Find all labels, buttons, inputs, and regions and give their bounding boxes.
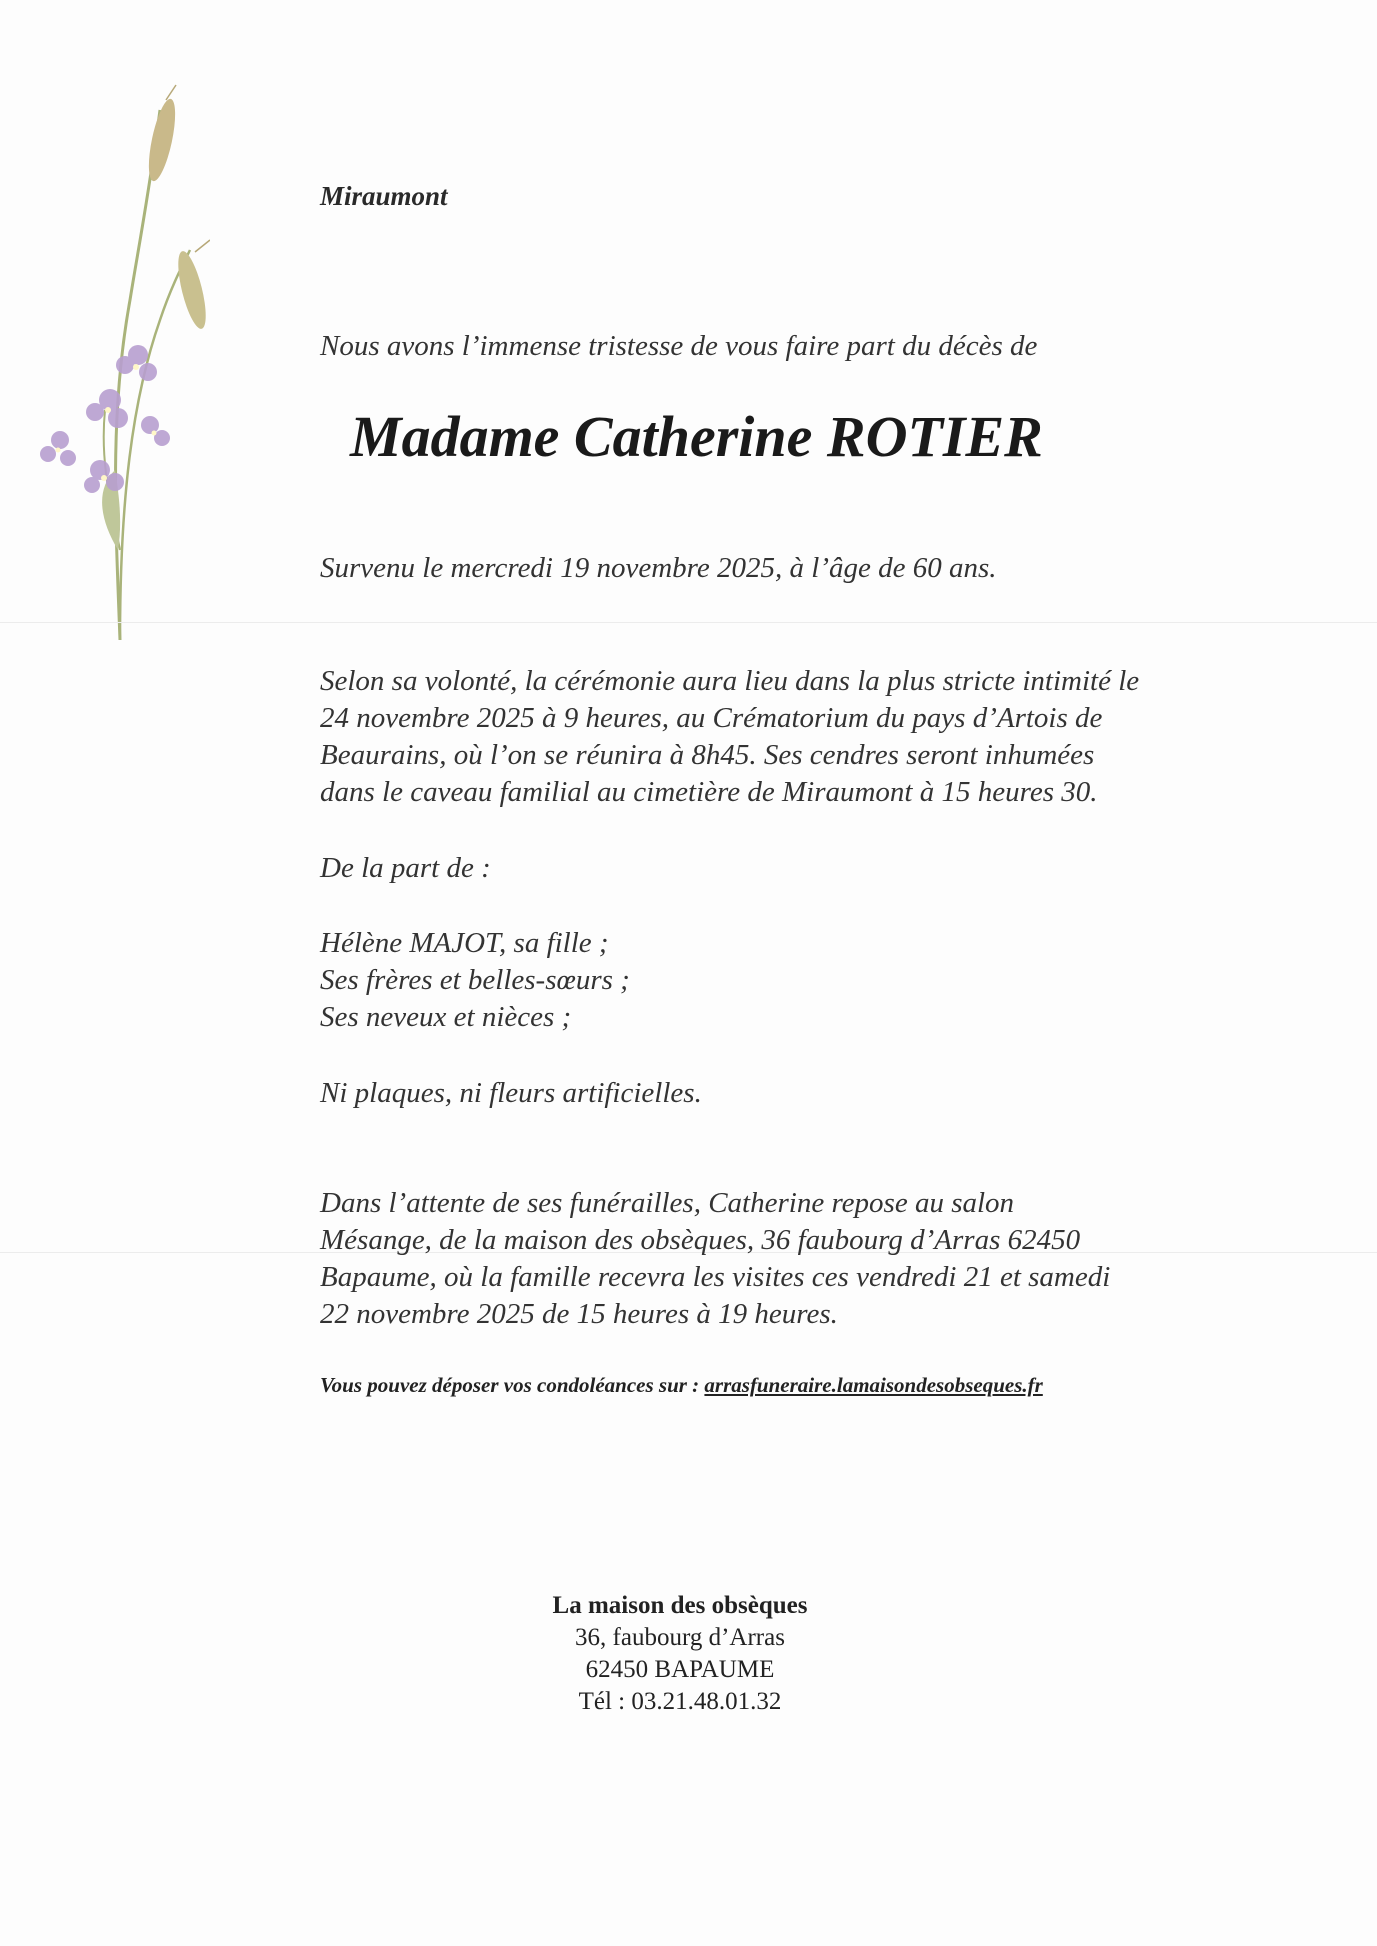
funeral-home-phone: Tél : 03.21.48.01.32 [578, 1688, 782, 1715]
flowers-note: Ni plaques, ni fleurs artificielles. [320, 1077, 702, 1109]
ceremony-line: Beaurains, où l’on se réunira à 8h45. Ses cendres seront inhumées [320, 739, 1095, 771]
condolence-label: Vous pouvez déposer vos condoléances sur : [320, 1373, 700, 1397]
family-list [320, 925, 630, 1036]
funeral-home-city: 62450 BAPAUME [585, 1656, 775, 1683]
wake-line: 22 novembre 2025 de 15 heures à 19 heures. [320, 1298, 838, 1330]
family-line: Ses frères et belles-sœurs ; [320, 964, 630, 996]
ceremony-line: 24 novembre 2025 à 9 heures, au Crématorium du pays d’Artois de [320, 702, 1103, 734]
violet-flowers-wheat-icon [20, 80, 210, 640]
deceased-name: Madame Catherine ROTIER [350, 404, 1043, 469]
wake-line: Mésange, de la maison des obsèques, 36 faubourg d’Arras 62450 [320, 1224, 1081, 1256]
family-line: Hélène MAJOT, sa fille ; [320, 927, 609, 959]
condolence-link[interactable]: arrasfuneraire.lamaisondesobseques.fr [704, 1373, 1043, 1397]
family-line: Ses neveux et nièces ; [320, 1001, 572, 1033]
date-of-death: Survenu le mercredi 19 novembre 2025, à l’âge de 60 ans. [320, 552, 997, 584]
fold-line [0, 622, 1377, 623]
funeral-home-name: La maison des obsèques [552, 1592, 808, 1619]
ceremony-paragraph [320, 663, 1280, 811]
intro-text: Nous avons l’immense tristesse de vous faire part du décès de [320, 330, 1038, 362]
condolence-line [320, 1371, 1043, 1399]
from-label: De la part de : [320, 852, 491, 884]
funeral-home-address: 36, faubourg d’Arras [575, 1624, 785, 1651]
place-name: Miraumont [320, 181, 448, 211]
wake-paragraph [320, 1185, 1110, 1333]
ceremony-line: dans le caveau familial au cimetière de Miraumont à 15 heures 30. [320, 776, 1098, 808]
ceremony-line: Selon sa volonté, la cérémonie aura lieu dans la plus stricte intimité le [320, 665, 1140, 697]
funeral-home-block [480, 1590, 880, 1718]
wake-line: Dans l’attente de ses funérailles, Catherine repose au salon [320, 1187, 1015, 1219]
wake-line: Bapaume, où la famille recevra les visites ces vendredi 21 et samedi [320, 1261, 1111, 1293]
